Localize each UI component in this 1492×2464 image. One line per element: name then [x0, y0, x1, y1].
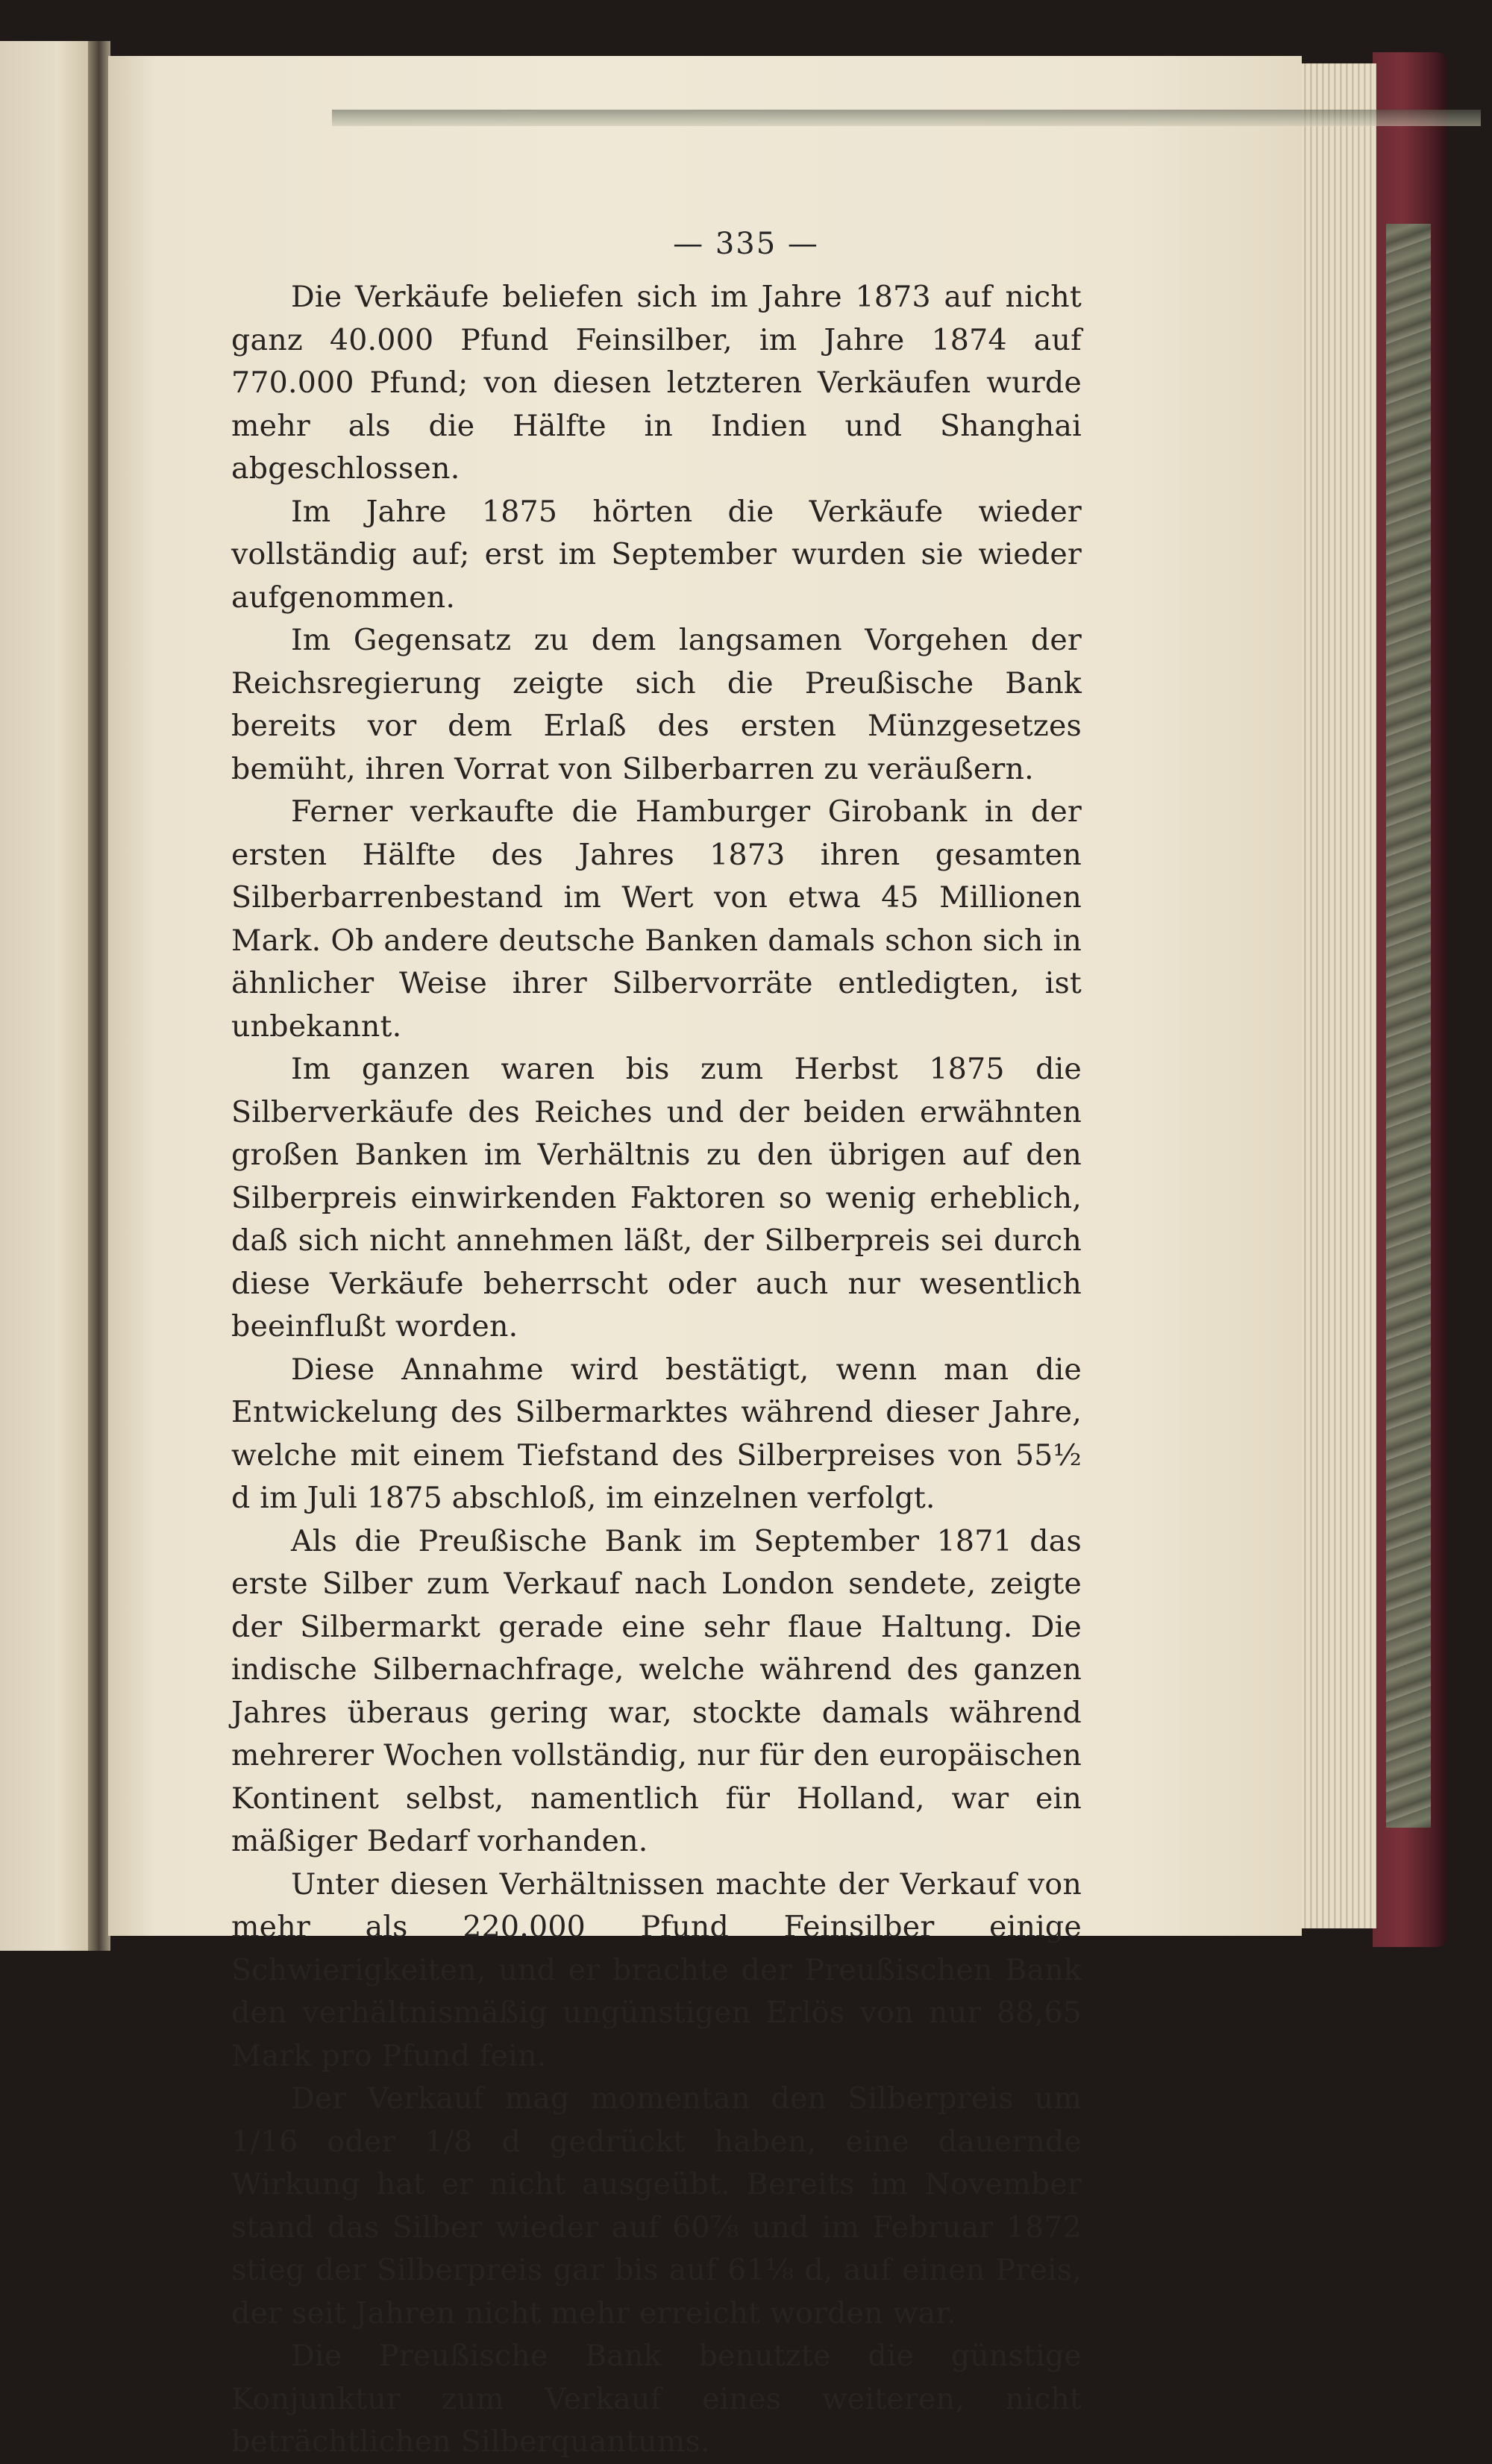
paragraph: Im Gegensatz zu dem langsamen Vorgehen der Reichsregierung zeigte sich die Preußische Bank bereits vor dem Erlaß des ersten Münzgesetzes bemüht, ihren Vorrat von Silberbarren zu veräußern. — [231, 623, 1082, 786]
paragraph: Die Preußische Bank benutzte die günstige Konjunktur zum Verkauf eines weiteren, nicht beträchtlichen Silberquantums. — [231, 2339, 1082, 2459]
page-number: — 335 — — [673, 227, 819, 261]
paragraph: Ferner verkaufte die Hamburger Girobank in der ersten Hälfte des Jahres 1873 ihren gesamten Silberbarrenbestand im Wert von etwa 45 Millionen Mark. Ob andere deutsche Banken damals schon sich in ähnlicher Weise ihrer Silbervorräte entledigten, ist unbekannt. — [231, 794, 1082, 1044]
paragraph: Im ganzen waren bis zum Herbst 1875 die Silberverkäufe des Reiches und der beiden erwähnten großen Banken im Verhältnis zu den übrigen auf den Silberpreis einwirkenden Faktoren so wenig erheblich, daß sich nicht annehmen läßt, der Silberpreis sei durch diese Verkäufe beherrscht oder auch nur wesentlich beeinflußt worden. — [231, 1052, 1082, 1344]
paragraph: Diese Annahme wird bestätigt, wenn man die Entwickelung des Silbermarktes während dieser Jahre, welche mit einem Tiefstand des Silberpreises von 55½ d im Juli 1875 abschloß, im einzelnen verfolgt. — [231, 1352, 1082, 1515]
paragraph: Im Jahre 1875 hörten die Verkäufe wieder vollständig auf; erst im September wurden sie wieder aufgenommen. — [231, 494, 1082, 615]
page-top-shadow — [332, 110, 1481, 126]
paragraph: Als die Preußische Bank im September 1871 das erste Silber zum Verkauf nach London sendete, zeigte der Silbermarkt gerade eine sehr flaue Haltung. Die indische Silbernachfrage, welche während des ganzen Jahres überaus gering war, stockte damals während mehrerer Wochen vollständig, nur für den europäischen Kontinent selbst, namentlich für Holland, war ein mäßiger Bedarf vorhanden. — [231, 1523, 1082, 1858]
body-text — [231, 276, 1082, 2464]
paragraph: Die Verkäufe beliefen sich im Jahre 1873 auf nicht ganz 40.000 Pfund Feinsilber, im Jahre 1874 auf 770.000 Pfund; von diesen letzteren Verkäufen wurde mehr als die Hälfte in Indien und Shanghai abgeschlossen. — [231, 280, 1082, 486]
paragraph: Der Verkauf mag momentan den Silberpreis um 1/16 oder 1/8 d gedrückt haben, eine dauernde Wirkung hat er nicht ausgeübt. Bereits im November stand das Silber wieder auf 60⅞ und im Februar 1872 stieg der Silberpreis gar bis auf 61⅛ d, auf einen Preis, der seit Jahren nicht mehr erreicht worden war. — [231, 2081, 1082, 2330]
marbled-cover-edge — [1386, 224, 1431, 1828]
book-gutter — [88, 41, 110, 1951]
paragraph: Unter diesen Verhältnissen machte der Verkauf von mehr als 220.000 Pfund Feinsilber einige Schwierigkeiten, und er brachte der Preußischen Bank den verhältnismäßig ungünstigen Erlös von nur 88,65 Mark pro Pfund fein. — [231, 1866, 1082, 2073]
left-page-edge — [0, 41, 97, 1951]
page-edges — [1294, 63, 1376, 1928]
